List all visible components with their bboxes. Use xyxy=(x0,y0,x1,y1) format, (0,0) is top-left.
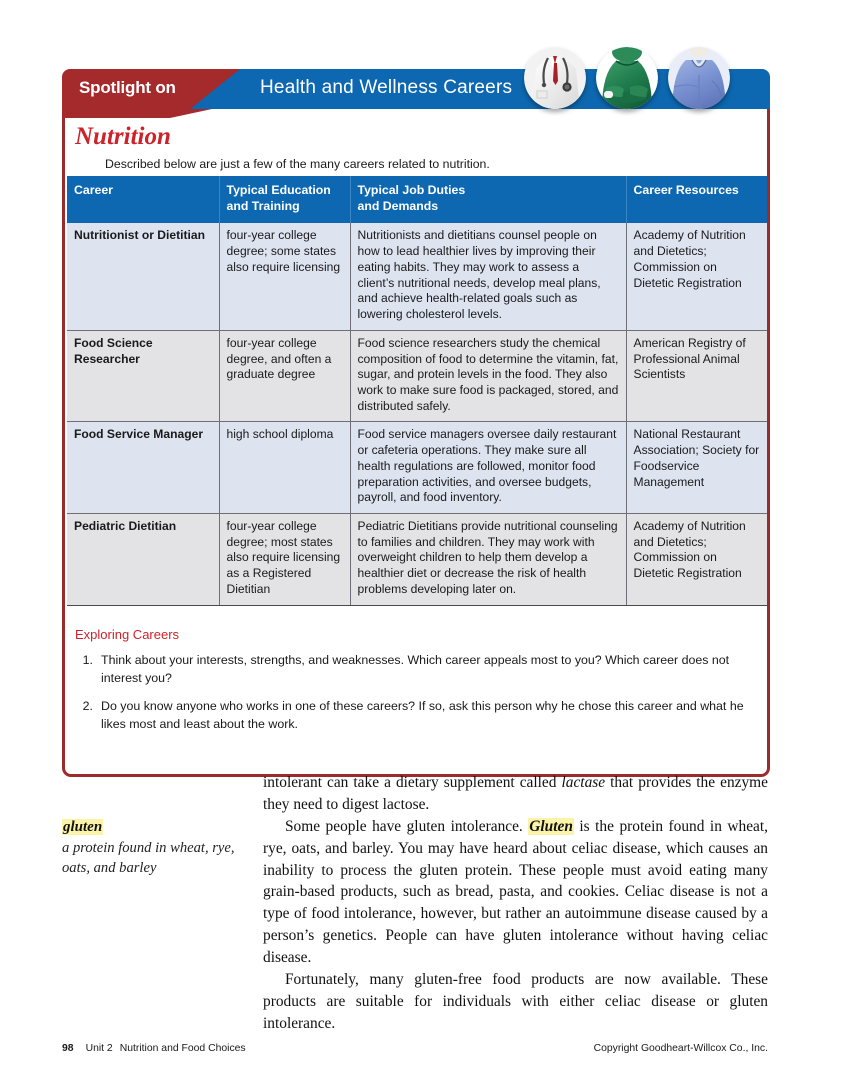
column-header-career xyxy=(67,176,219,223)
cell-education: four-year college degree; most states also require licensing as a Registered Dietitian xyxy=(219,513,350,605)
para2-text-before: Some people have gluten intolerance. xyxy=(285,817,529,835)
nurse-blue-scrubs-photo xyxy=(668,47,730,109)
glossary-sidebar xyxy=(62,818,242,878)
column-header-duties-line1: Typical Job Duties xyxy=(357,183,466,197)
list-item-number: 1. xyxy=(82,653,93,667)
body-text-column xyxy=(263,772,768,1035)
footer-unit-label: Unit 2 xyxy=(85,1043,113,1054)
cell-career: Nutritionist or Dietitian xyxy=(67,223,219,330)
column-header-education-line2: and Training xyxy=(226,198,300,213)
para2-text-after: is the protein found in wheat, rye, oats, and barley. You may have heard about celiac disease, which causes an inability to process the gluten protein. These people must avoid eating many grain-based products, such as bread, pasta, and cookies. Celiac disease is not a type of food intolerance, however, but rather an autoimmune disease caused by a person’s genetics. People can have gluten intolerance without having celiac disease. xyxy=(263,817,768,966)
page-number: 98 xyxy=(62,1043,74,1054)
cell-career: Food Science Researcher xyxy=(67,330,219,422)
feature-intro-text: Described below are just a few of the many careers related to nutrition. xyxy=(105,157,490,171)
column-header-duties-line2: and Demands xyxy=(357,198,439,213)
cell-career: Food Service Manager xyxy=(67,422,219,514)
column-header-duties xyxy=(350,176,626,223)
para1-italic-term: lactase xyxy=(561,774,606,791)
cell-resources: National Restaurant Association; Society for Foodservice Management xyxy=(626,422,767,514)
body-paragraph-1 xyxy=(263,772,768,816)
glossary-definition: a protein found in wheat, rye, oats, and barley xyxy=(62,840,235,876)
cell-duties: Food science researchers study the chemical composition of food to determine the vitamin, fat, sugar, and protein levels in the food. They also work to make sure food is packaged, stored, and distributed safely. xyxy=(350,330,626,422)
spotlight-feature-box xyxy=(62,97,770,777)
list-item-number: 2. xyxy=(82,699,93,714)
list-item xyxy=(75,652,755,687)
para2-highlighted-term: Gluten xyxy=(529,817,573,835)
column-header-resources-line1: Career Resources xyxy=(633,183,739,197)
careers-table xyxy=(67,176,767,606)
para1-text-after: that provides the enzyme they need to digest lactose. xyxy=(263,774,768,813)
footer-unit-title: Nutrition and Food Choices xyxy=(119,1043,246,1054)
cell-career: Pediatric Dietitian xyxy=(67,513,219,605)
doctor-white-coat-photo xyxy=(524,47,586,109)
column-header-resources xyxy=(626,176,767,223)
column-header-education-line1: Typical Education xyxy=(226,183,331,197)
glossary-term-wrapper xyxy=(62,818,242,836)
cell-resources: American Registry of Professional Animal Scientists xyxy=(626,330,767,422)
banner-title: Health and Wellness Careers xyxy=(260,77,513,98)
cell-duties: Food service managers oversee daily restaurant or cafeteria operations. They make sure all health regulations are followed, monitor food preparation activities, and oversee budgets, payroll, and food inventory. xyxy=(350,422,626,514)
cell-resources: Academy of Nutrition and Dietetics; Commission on Dietetic Registration xyxy=(626,513,767,605)
footer-left-group xyxy=(62,1043,246,1054)
cell-duties: Nutritionists and dietitians counsel people on how to lead healthier lives by improving their eating habits. They may work to assess a client’s nutritional needs, develop meal plans, and achieve health-related goals such as lowering cholesterol levels. xyxy=(350,223,626,330)
table-header-row xyxy=(67,176,767,223)
column-header-education xyxy=(219,176,350,223)
feature-heading: Nutrition xyxy=(75,123,171,150)
page-footer xyxy=(62,1043,768,1054)
column-header-career-line1: Career xyxy=(74,183,113,197)
table-row xyxy=(67,223,767,330)
glossary-term: gluten xyxy=(63,819,103,835)
table-row xyxy=(67,422,767,514)
body-paragraph-3: Fortunately, many gluten-free food products are now available. These products are suitable for individuals with either celiac disease or gluten intolerance. xyxy=(263,970,768,1032)
cell-education: four-year college degree; some states also require licensing xyxy=(219,223,350,330)
list-item-text: Do you know anyone who works in one of these careers? If so, ask this person why he chose this career and what he likes most and least about the work. xyxy=(101,699,744,731)
table-row xyxy=(67,330,767,422)
cell-education: high school diploma xyxy=(219,422,350,514)
body-paragraph-2 xyxy=(263,816,768,969)
table-row xyxy=(67,513,767,605)
cell-duties: Pediatric Dietitians provide nutritional counseling to families and children. They may work with overweight children to help them develop a healthier diet or decrease the risk of health problems developing later on. xyxy=(350,513,626,605)
cell-resources: Academy of Nutrition and Dietetics; Commission on Dietetic Registration xyxy=(626,223,767,330)
list-item-text: Think about your interests, strengths, and weaknesses. Which career appeals most to you? Which career does not interest you? xyxy=(101,653,730,685)
cell-education: four-year college degree, and often a graduate degree xyxy=(219,330,350,422)
list-item xyxy=(75,698,755,733)
spotlight-banner xyxy=(62,69,770,109)
spotlight-label: Spotlight on xyxy=(79,78,176,97)
exploring-careers-heading: Exploring Careers xyxy=(75,627,180,642)
para1-text-before: intolerant can take a dietary supplement called xyxy=(263,774,562,791)
exploring-careers-section xyxy=(75,627,755,744)
surgeon-green-scrubs-photo xyxy=(596,47,658,109)
footer-copyright: Copyright Goodheart-Willcox Co., Inc. xyxy=(593,1043,768,1054)
